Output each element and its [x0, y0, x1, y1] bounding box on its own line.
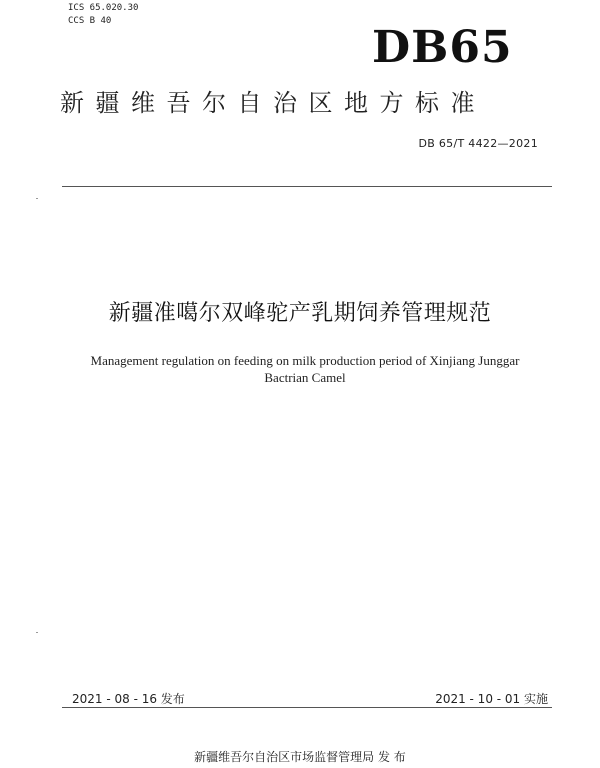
standard-code: DB 65/T 4422—2021 — [418, 137, 538, 150]
db-logo: DB65 — [372, 22, 513, 73]
issuing-authority: 新疆维吾尔自治区市场监督管理局 发 布 — [194, 750, 406, 764]
scan-mark — [36, 198, 38, 199]
standard-type: 新疆维吾尔自治区地方标准 — [60, 89, 486, 117]
title-english-line-2: Bactrian Camel — [264, 370, 346, 385]
title-english — [60, 352, 550, 386]
title-chinese: 新疆准噶尔双峰驼产乳期饲养管理规范 — [108, 301, 492, 326]
ics-code: ICS 65.020.30 — [68, 3, 139, 13]
ccs-code: CCS B 40 — [68, 16, 112, 26]
issue-date: 2021 - 08 - 16 发布 — [72, 692, 185, 706]
bottom-divider — [62, 707, 552, 708]
title-english-line-1: Management regulation on feeding on milk production period of Xinjiang Junggar — [90, 353, 520, 368]
implementation-date: 2021 - 10 - 01 实施 — [435, 692, 548, 706]
top-divider — [62, 186, 552, 187]
classification-codes — [68, 2, 138, 28]
scan-mark — [36, 632, 38, 633]
